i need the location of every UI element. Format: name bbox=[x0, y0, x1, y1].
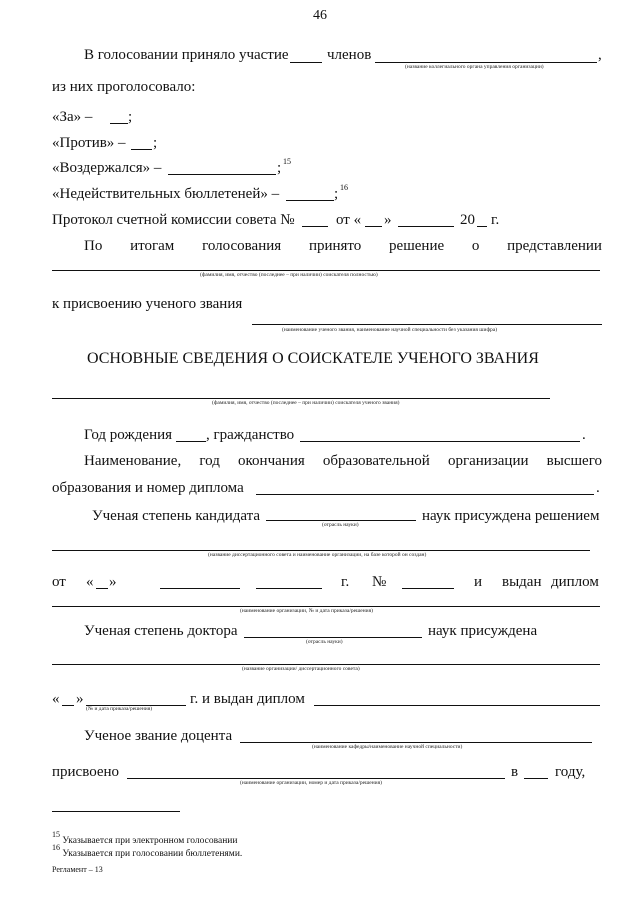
votes-against-field[interactable] bbox=[131, 149, 152, 150]
from-and: и bbox=[474, 574, 483, 590]
from-month-field[interactable] bbox=[160, 588, 240, 589]
doctor-org-field[interactable] bbox=[52, 664, 600, 665]
collegial-organ-field[interactable] bbox=[375, 62, 597, 63]
diploma-quote-open: « bbox=[52, 691, 60, 707]
education-word: Наименование, bbox=[84, 453, 182, 469]
page-number: 46 bbox=[313, 8, 327, 23]
from-hint: (наименование организации, № и дата приказа/решения) bbox=[240, 608, 373, 614]
diploma-day-field[interactable] bbox=[62, 705, 74, 706]
candidate-science-field[interactable] bbox=[266, 520, 416, 521]
from-year-field[interactable] bbox=[256, 588, 322, 589]
doctor-label: Ученая степень доктора bbox=[84, 623, 238, 639]
votes-abstained-label: «Воздержался» – bbox=[52, 160, 162, 176]
protocol-year-field[interactable] bbox=[477, 226, 487, 227]
participation-text: В голосовании приняло участие bbox=[84, 47, 289, 63]
council-hint: (название диссертационного совета и наименование организации, на базе которой он создан) bbox=[208, 552, 427, 558]
conferral-text: к присвоению ученого звания bbox=[52, 296, 243, 312]
applicant-name-field-2[interactable] bbox=[52, 398, 550, 399]
applicant-name-field[interactable] bbox=[52, 270, 600, 271]
footnote-15-number: 15 bbox=[52, 830, 60, 839]
protocol-quote-close: » bbox=[384, 212, 392, 228]
footnote-16-number: 16 bbox=[52, 843, 60, 852]
members-label: членов bbox=[327, 47, 372, 63]
from-issued: выдан bbox=[502, 574, 542, 590]
votes-against-semicolon: ; bbox=[153, 135, 158, 151]
from-quote-open: « bbox=[86, 574, 94, 590]
votes-invalid-label: «Недействительных бюллетеней» – bbox=[52, 186, 280, 202]
from-num: № bbox=[372, 574, 387, 590]
voted-label: из них проголосовало: bbox=[52, 79, 196, 95]
protocol-number-field[interactable] bbox=[302, 226, 328, 227]
from-day-field[interactable] bbox=[96, 588, 108, 589]
applicant-hint-2: (фамилия, имя, отчество (последнее – при наличии) соискателя ученого звания) bbox=[212, 400, 400, 406]
doctor-org-hint: (название организации/ диссертационного совета) bbox=[242, 666, 360, 672]
candidate-label: Ученая степень кандидата bbox=[92, 508, 261, 524]
votes-abstained-field[interactable] bbox=[168, 174, 276, 175]
section-title: ОСНОВНЫЕ СВЕДЕНИЯ О СОИСКАТЕЛЕ УЧЕНОГО ЗВАНИЯ bbox=[87, 350, 539, 367]
assigned-year-field[interactable] bbox=[524, 778, 548, 779]
conferral-hint: (наименование ученого звания, наименование научной специальности без указания шифра) bbox=[282, 327, 498, 333]
footnote-15-text: Указывается при электронном голосовании bbox=[62, 836, 238, 846]
comma: , bbox=[598, 47, 602, 63]
result-word: о bbox=[471, 238, 480, 254]
votes-abstained-semicolon: ; bbox=[277, 160, 282, 176]
result-word: итогам bbox=[130, 238, 175, 254]
protocol-g: г. bbox=[491, 212, 500, 228]
education-line bbox=[84, 454, 602, 469]
from-ot: от bbox=[52, 574, 66, 590]
education-word: год bbox=[199, 453, 220, 469]
citizenship-end: . bbox=[582, 427, 586, 443]
assigned-in: в bbox=[511, 764, 519, 780]
votes-for-field[interactable] bbox=[110, 123, 128, 124]
votes-for-label: «За» – bbox=[52, 109, 93, 125]
result-word: голосования bbox=[202, 238, 282, 254]
votes-invalid-semicolon: ; bbox=[334, 186, 339, 202]
doctor-awarded: наук присуждена bbox=[428, 623, 538, 639]
votes-invalid-field[interactable] bbox=[286, 200, 334, 201]
diploma-number-field[interactable] bbox=[314, 705, 600, 706]
footnote-ref-16: 16 bbox=[340, 183, 348, 192]
docent-field[interactable] bbox=[240, 742, 592, 743]
protocol-from: от « bbox=[336, 212, 362, 228]
footer-regulation: Регламент – 13 bbox=[52, 865, 103, 874]
protocol-month-field[interactable] bbox=[398, 226, 454, 227]
result-word: решение bbox=[389, 238, 445, 254]
assigned-field[interactable] bbox=[127, 778, 505, 779]
doctor-science-hint: (отрасль науки) bbox=[306, 639, 343, 645]
education-word: окончания bbox=[238, 453, 305, 469]
members-count-field[interactable] bbox=[290, 62, 322, 63]
from-g: г. bbox=[341, 574, 350, 590]
result-word: принято bbox=[308, 238, 362, 254]
from-diploma: диплом bbox=[551, 574, 599, 590]
citizenship-label: , гражданство bbox=[206, 427, 295, 443]
from-quote-close: » bbox=[109, 574, 117, 590]
docent-label: Ученое звание доцента bbox=[84, 728, 233, 744]
doctor-science-field[interactable] bbox=[244, 637, 422, 638]
result-word: По bbox=[84, 238, 103, 254]
from-org-field[interactable] bbox=[52, 606, 600, 607]
votes-for-semicolon: ; bbox=[128, 109, 133, 125]
result-word: представлении bbox=[507, 238, 602, 254]
education-word: образовательной bbox=[322, 453, 430, 469]
council-field[interactable] bbox=[52, 550, 590, 551]
protocol-day-field[interactable] bbox=[365, 226, 382, 227]
education-end: . bbox=[596, 480, 600, 496]
candidate-science-hint: (отрасль науки) bbox=[322, 522, 359, 528]
footnote-16 bbox=[52, 844, 242, 860]
votes-against-label: «Против» – bbox=[52, 135, 126, 151]
birth-year-field[interactable] bbox=[176, 441, 206, 442]
citizenship-field[interactable] bbox=[300, 441, 580, 442]
diploma-field[interactable] bbox=[256, 494, 594, 495]
footnote-16-text: Указывается при голосовании бюллетенями. bbox=[62, 849, 243, 859]
from-number-field[interactable] bbox=[402, 588, 454, 589]
diploma-quote-close: » bbox=[76, 691, 84, 707]
conferral-field[interactable] bbox=[252, 324, 602, 325]
result-line bbox=[84, 239, 602, 254]
footnote-ref-15: 15 bbox=[283, 157, 291, 166]
education-word: высшего bbox=[546, 453, 602, 469]
diploma-date-hint: (№ и дата приказа/решения) bbox=[86, 706, 153, 712]
assigned-year-end: году, bbox=[555, 764, 586, 780]
education-word: организации bbox=[447, 453, 529, 469]
education-line2: образования и номер диплома bbox=[52, 480, 244, 496]
footnote-separator bbox=[52, 811, 180, 812]
assigned-hint: (наименование организации, номер и дата приказа/решения) bbox=[240, 780, 382, 786]
docent-hint: (наименование кафедры/наименование научной специальности) bbox=[312, 744, 463, 750]
protocol-text: Протокол счетной комиссии совета № bbox=[52, 212, 295, 228]
organ-hint: (название коллегиального органа управления организации) bbox=[405, 64, 544, 70]
assigned-label: присвоено bbox=[52, 764, 120, 780]
diploma-text: г. и выдан диплом bbox=[190, 691, 305, 707]
birth-year-label: Год рождения bbox=[84, 427, 173, 443]
protocol-year-prefix: 20 bbox=[460, 212, 475, 228]
applicant-hint: (фамилия, имя, отчество (последнее – при наличии) соискателя полностью) bbox=[200, 272, 378, 278]
candidate-awarded: наук присуждена решением bbox=[422, 508, 600, 524]
